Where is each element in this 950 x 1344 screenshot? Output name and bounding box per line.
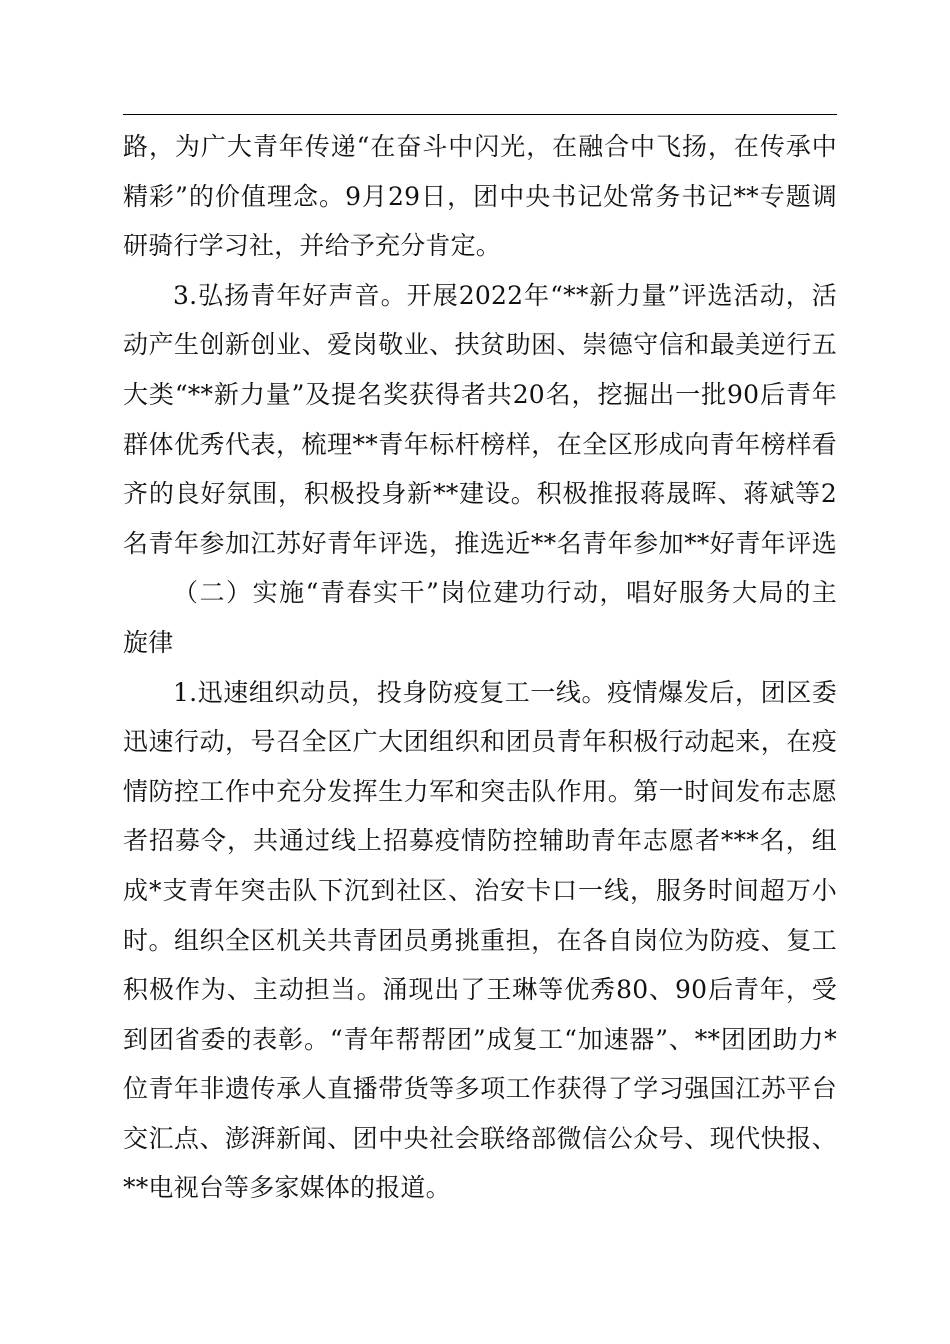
- text-line: 位青年非遗传承人直播带货等多项工作获得了学习强国江苏平台: [123, 1074, 837, 1104]
- text-line: 精彩”的价值理念。9月29日，团中央书记处常务书记**专题调: [123, 181, 837, 211]
- text-line: 研骑行学习社，并给予充分肯定。: [123, 231, 502, 261]
- text-line: 路，为广大青年传递“在奋斗中闪光，在融合中飞扬，在传承中: [123, 132, 837, 161]
- document-body: [123, 122, 837, 1213]
- text-line: 者招募令，共通过线上招募疫情防控辅助青年志愿者***名，组: [123, 826, 837, 856]
- text-line: 迅速行动，号召全区广大团组织和团员青年积极行动起来，在疫: [123, 727, 837, 757]
- text-line: 3.弘扬青年好声音。开展2022年“**新力量”评选活动，活: [173, 280, 837, 310]
- section-heading-line: 旋律: [123, 627, 174, 657]
- text-line: 积极作为、主动担当。涌现出了王琳等优秀80、90后青年，受: [123, 975, 837, 1005]
- section-heading-line: （二）实施“青春实干”岗位建功行动，唱好服务大局的主: [173, 578, 837, 608]
- text-line: 到团省委的表彰。“青年帮帮团”成复工“加速器”、**团团助力*: [123, 1024, 837, 1054]
- text-line: 大类“**新力量”及提名奖获得者共20名，挖掘出一批90后青年: [123, 379, 837, 409]
- text-line: **电视台等多家媒体的报道。: [123, 1173, 451, 1203]
- text-line: 名青年参加江苏好青年评选，推选近**名青年参加**好青年评选: [123, 528, 837, 558]
- text-line: 群体优秀代表，梳理**青年标杆榜样，在全区形成向青年榜样看: [123, 429, 837, 459]
- text-line: 1.迅速组织动员，投身防疫复工一线。疫情爆发后，团区委: [173, 677, 837, 707]
- header-rule: [123, 114, 837, 115]
- text-line: 齐的良好氛围，积极投身新**建设。积极推报蒋晟晖、蒋斌等2: [123, 479, 837, 509]
- text-line: 动产生创新创业、爱岗敬业、扶贫助困、崇德守信和最美逆行五: [123, 330, 837, 360]
- text-line: 时。组织全区机关共青团员勇挑重担，在各自岗位为防疫、复工: [123, 925, 837, 955]
- text-line: 交汇点、澎湃新闻、团中央社会联络部微信公众号、现代快报、: [123, 1123, 837, 1153]
- text-line: 成*支青年突击队下沉到社区、治安卡口一线，服务时间超万小: [123, 875, 837, 905]
- text-line: 情防控工作中充分发挥生力军和突击队作用。第一时间发布志愿: [123, 776, 837, 806]
